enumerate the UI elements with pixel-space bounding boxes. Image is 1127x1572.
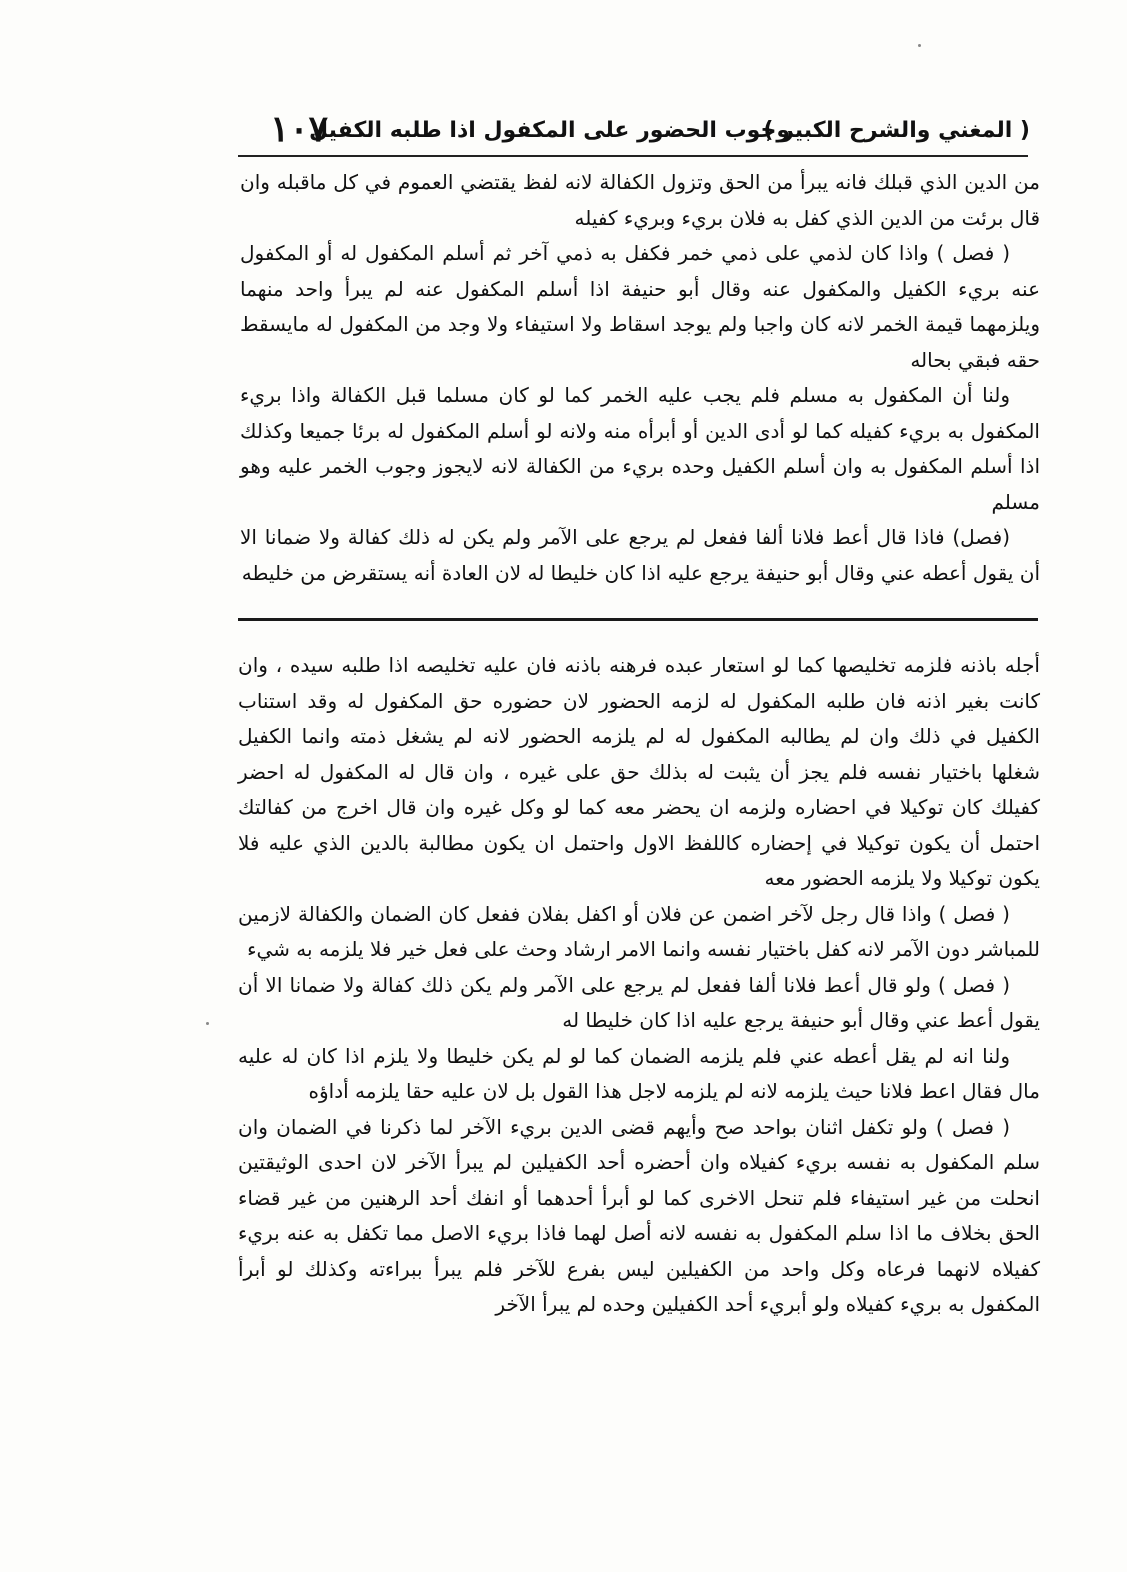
section-separator-rule [238, 618, 1038, 621]
page-number: ١٠٧ [270, 108, 329, 150]
paragraph: (فصل) فاذا قال أعط فلانا ألفا ففعل لم يرجع على الآمر ولم يكن له ذلك كفالة ولا ضمانا الا أن يقول أعطه عني وقال أبو حنيفة يرجع عليه اذا كان خليطا له لان العادة أنه يستقرض من خليطه [240, 525, 1040, 585]
scan-speck [206, 1022, 209, 1025]
paragraph: ( فصل ) ولو تكفل اثنان بواحد صح وأيهم قضى الدين بريء الآخر لما ذكرنا في الضمان وان سلم المكفول به نفسه بريء كفيلاه وان أحضره أحد الكفيلين لم يبرأ الآخر لان احدى الوثيقتين انحلت من غير استيفاء فلم تنحل الاخرى كما لو أبرأ أحدهما أو انفك أحد الرهنين من غير قضاء الحق بخلاف ما اذا سلم المكفول به نفسه لانه أصل لهما فاذا بريء الاصل مما تكفل به عنه بريء كفيلاه لانهما فرعاه وكل واحد من الكفيلين ليس بفرع للآخر فلم يبرأ ببراءته وكذلك لو أبرأ المكفول به بريء كفيلاه ولو أبريء أحد الكفيلين وحده لم يبرأ الآخر [238, 1114, 1040, 1316]
paragraph: ( فصل ) واذا قال رجل لآخر اضمن عن فلان أو اكفل بفلان ففعل كان الضمان والكفالة لازمين للمباشر دون الآمر لانه كفل باختيار نفسه وانما الامر ارشاد وحث على فعل خير فلا يلزمه به شيء [238, 901, 1040, 961]
upper-text-section [240, 165, 1040, 591]
book-title: ( المغني والشرح الكبير ) [763, 118, 1030, 143]
lower-text-section [238, 648, 1040, 1323]
paragraph: من الدين الذي قبلك فانه يبرأ من الحق وتزول الكفالة لانه لفظ يقتضي العموم في كل ماقبله وان قال برئت من الدين الذي كفل به فلان بريء وبريء كفيله [240, 170, 1040, 230]
chapter-title: وجوب الحضور على المكفول اذا طلبه الكفيل [309, 118, 790, 143]
header-rule [238, 155, 1028, 157]
paragraph: ولنا انه لم يقل أعطه عني فلم يلزمه الضمان كما لو لم يكن خليطا ولا يلزم اذا كان له عليه مال فقال اعط فلانا حيث يلزمه لانه لم يلزمه لاجل هذا القول بل لان عليه حقا يلزمه أداؤه [238, 1043, 1040, 1103]
running-header [240, 108, 1030, 154]
paragraph: ( فصل ) ولو قال أعط فلانا ألفا ففعل لم يرجع على الآمر ولم يكن ذلك كفالة ولا ضمانا الا أن يقول أعط عني وقال أبو حنيفة يرجع عليه اذا كان خليطا له [238, 972, 1040, 1032]
paragraph: أجله باذنه فلزمه تخليصها كما لو استعار عبده فرهنه باذنه فان عليه تخليصه اذا طلبه سيده ، وان كانت بغير اذنه فان طلبه المكفول له لزمه الحضور لان حضوره حق المكفول له وقد استناب الكفيل في ذلك وان لم يطالبه المكفول له لم يلزمه الحضور لانه لم يشغل ذمته وانما الكفيل شغلها باختيار نفسه فلم يجز أن يثبت له بذلك حق على غيره ، وان قال له المكفول له احضر كفيلك كان توكيلا في احضاره ولزمه ان يحضر معه كما لو وكل غيره وان قال اخرج من كفالتك احتمل أن يكون توكيلا في إحضاره كاللفظ الاول واحتمل ان يكون مطالبة بالدين الذي عليه فلا يكون توكيلا ولا يلزمه الحضور معه [238, 653, 1040, 890]
paragraph: ولنا أن المكفول به مسلم فلم يجب عليه الخمر كما لو كان مسلما قبل الكفالة واذا بريء المكفول به بريء كفيله كما لو أدى الدين أو أبرأه منه ولانه لو أسلم المكفول له برئا جميعا وكذلك اذا أسلم المكفول به وان أسلم الكفيل وحده بريء من الكفالة لانه لايجوز وجوب الخمر عليه وهو مسلم [240, 383, 1040, 514]
paragraph: ( فصل ) واذا كان لذمي على ذمي خمر فكفل به ذمي آخر ثم أسلم المكفول له أو المكفول عنه بريء الكفيل والمكفول عنه وقال أبو حنيفة اذا أسلم المكفول عنه لم يبرأ واحد منهما ويلزمهما قيمة الخمر لانه كان واجبا ولم يوجد اسقاط ولا استيفاء ولا وجد من المكفول له مايسقط حقه فبقي بحاله [240, 241, 1040, 372]
scan-speck [918, 44, 921, 47]
